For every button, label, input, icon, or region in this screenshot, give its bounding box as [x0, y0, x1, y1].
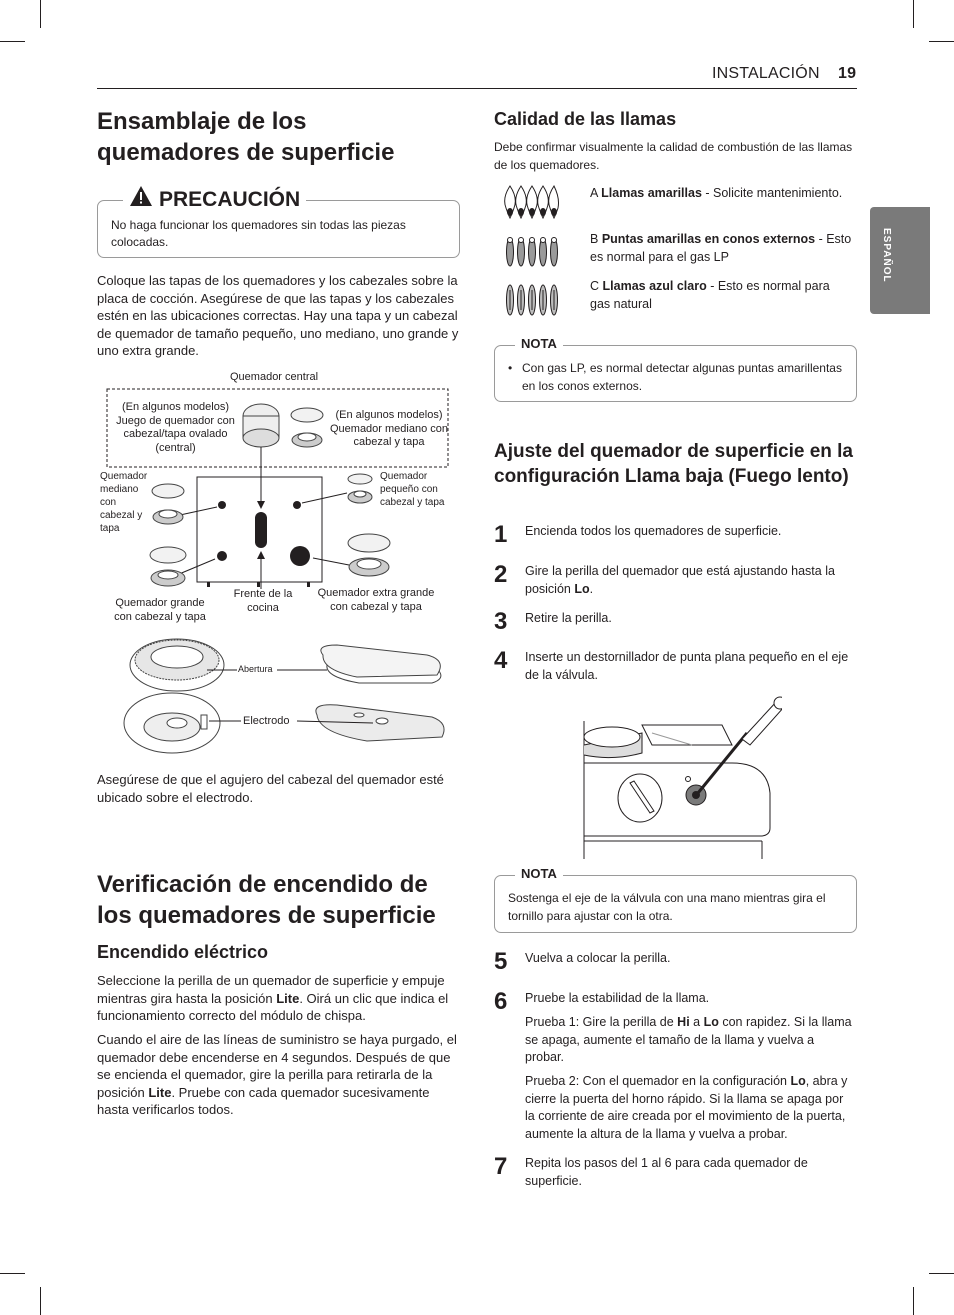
label-large: Quemador grande con cabezal y tapa: [114, 597, 206, 623]
crop-mark: [0, 1273, 25, 1274]
step-text: Pruebe la estabilidad de la llama.: [525, 991, 710, 1005]
label-oval: (En algunos modelos) Juego de quemador con cabezal/tapa ovalado (central): [116, 401, 235, 454]
test-1-text: Prueba 1: Gire la perilla de Hi a Lo con rapidez. Si la llama se apaga, aumente el tamaño de la llama y vuelva a probar.: [525, 1015, 852, 1064]
label-central: Quemador central: [230, 371, 319, 383]
warning-icon: [129, 185, 153, 214]
blue-flame-icon: [500, 282, 560, 323]
page-number: 19: [838, 65, 857, 82]
step-text: Retire la perilla.: [525, 611, 612, 625]
section-heading: Ensamblaje de los quemadores de superficie: [97, 108, 395, 166]
label-medium-top: (En algunos modelos) Quemador mediano con cabezal y tapa: [329, 409, 448, 448]
step-number: 2: [494, 561, 508, 588]
valve-adjust-illustration: [582, 693, 782, 859]
crop-mark: [40, 1287, 41, 1315]
step-text: Gire la perilla del quemador que está ajustando hasta la posición Lo.: [525, 564, 835, 596]
step-text: Vuelva a colocar la perilla.: [525, 951, 671, 965]
flame-quality-intro: Debe confirmar visualmente la calidad de combustión de las llamas de los quemadores.: [494, 140, 853, 172]
step-number: 4: [494, 647, 508, 674]
test-2-text: Prueba 2: Con el quemador en la configuración Lo, abra y cierre la puerta del horno rápido. Si la llama se apaga por la corriente de aire creada por el movimiento de la puerta, aumente la altura de la llama y vuelva a probar.: [525, 1074, 848, 1141]
crop-mark: [913, 1287, 914, 1315]
note-bullet: •: [508, 361, 513, 375]
step-number: 7: [494, 1153, 508, 1180]
label-xlarge: Quemador extra grande con cabezal y tapa: [317, 587, 435, 613]
yellow-flame-icon: [500, 184, 560, 227]
section-title: INSTALACIÓN: [712, 65, 820, 82]
flame-quality-heading: Calidad de las llamas: [494, 109, 677, 129]
step-text: Inserte un destornillador de punta plana pequeño en el eje de la válvula.: [525, 650, 849, 682]
label-opening: Abertura: [238, 664, 273, 674]
crop-mark: [0, 41, 25, 42]
crop-mark: [913, 0, 914, 28]
step-text: Encienda todos los quemadores de superficie.: [525, 524, 782, 538]
step-number: 6: [494, 988, 508, 1015]
label-electrode: Electrodo: [243, 715, 290, 727]
language-tab-label: ESPAÑOL: [881, 228, 892, 283]
adjust-heading: Ajuste del quemador de superficie en la configuración Llama baja (Fuego lento): [494, 441, 853, 487]
yellow-tip-flame-icon: [500, 234, 560, 275]
crop-mark: [40, 0, 41, 28]
label-small: Quemador pequeño con cabezal y tapa: [380, 471, 445, 508]
subheading-electric: Encendido eléctrico: [97, 942, 269, 962]
note-title: NOTA: [515, 336, 563, 352]
electrode-paragraph: Asegúrese de que el agujero del cabezal del quemador esté ubicado sobre el electrodo.: [97, 772, 444, 805]
step-number: 5: [494, 948, 508, 975]
crop-mark: [929, 1273, 954, 1274]
crop-mark: [929, 41, 954, 42]
flame-a: A Llamas amarillas - Solicite mantenimiento.: [590, 186, 843, 200]
flame-c: C Llamas azul claro - Esto es normal para gas natural: [590, 279, 830, 311]
label-front: Frente de la cocina: [233, 588, 293, 614]
note-text: Sostenga el eje de la válvula con una mano mientras gira el tornillo para ajustar con la otra.: [508, 891, 826, 923]
ignition-paragraph-2: Cuando el aire de las líneas de suministro se haya purgado, el quemador debe encenderse en 4 segundos. Después de que se encienda el quemador, gire la perilla para retirarla de la posición Lite. Pruebe con cada quemador sucesivamente hasta verificarlos todos.: [97, 1032, 457, 1117]
ignition-paragraph-1: Seleccione la perilla de un quemador de superficie y empuje mientras gira hasta la posición Lite. Oirá un clic que indica el funcionamiento correcto del módulo de chispa.: [97, 973, 449, 1023]
caution-title: PRECAUCIÓN: [123, 185, 306, 214]
label-medium-left: Quemador mediano con cabezal y tapa: [100, 471, 148, 534]
step-number: 3: [494, 608, 508, 635]
step-text: Repita los pasos del 1 al 6 para cada quemador de superficie.: [525, 1156, 808, 1188]
step-number: 1: [494, 521, 508, 548]
caution-text: No haga funcionar los quemadores sin todas las piezas colocadas.: [111, 218, 406, 249]
section-heading-ignition: Verificación de encendido de los quemadores de superficie: [97, 871, 436, 929]
header-rule: [97, 88, 857, 89]
intro-paragraph: Coloque las tapas de los quemadores y los cabezales sobre la placa de cocción. Asegúrese de que las tapas y los cabezales estén en las ubicaciones correctas. Hay una tapa y un cabezal de quemador de tamaño pequeño, uno mediano, uno grande y uno extra grande.: [97, 273, 459, 358]
note-title: NOTA: [515, 866, 563, 882]
note-text: Con gas LP, es normal detectar algunas puntas amarillentas en los conos externos.: [522, 361, 842, 393]
flame-b: B Puntas amarillas en conos externos - Esto es normal para el gas LP: [590, 232, 852, 264]
